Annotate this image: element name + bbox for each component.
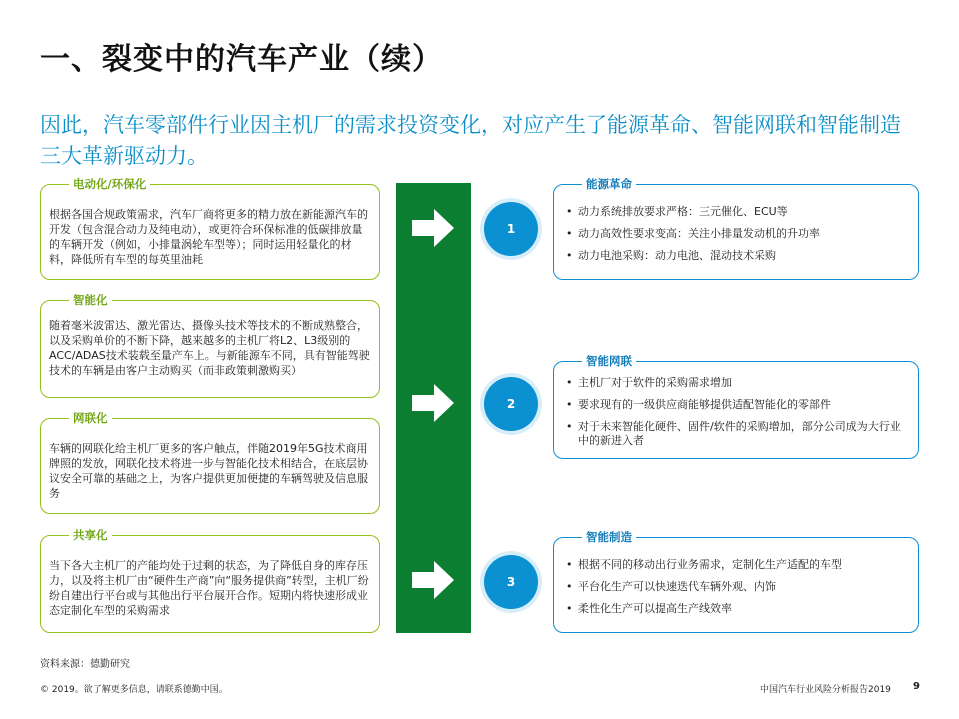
list-item: • 主机厂对于软件的采购需求增加	[564, 376, 908, 390]
page-title: 一、裂变中的汽车产业（续）	[40, 42, 443, 77]
source-note: 资料来源：德勤研究	[40, 659, 130, 670]
right-arrow-icon	[410, 381, 456, 425]
list-item: • 动力电池采购：动力电池、混动技术采购	[564, 249, 908, 263]
list-item: • 动力高效性要求变高：关注小排量发动机的升功率	[564, 227, 908, 241]
right-arrow-icon	[410, 206, 456, 250]
right-box-header: 智能网联	[582, 353, 636, 369]
left-box-body: 根据各国合规政策需求，汽车厂商将更多的精力放在新能源汽车的开发（包含混合动力及纯电动），或更符合环保标准的低碳排放量的车辆开发（例如，小排量涡轮车型等）；同时运用轻量化的材料，降低所有车型的每英里油耗	[49, 208, 368, 266]
left-box-header: 共享化	[69, 527, 112, 543]
right-arrow-icon	[410, 558, 456, 602]
right-box-header: 智能制造	[582, 529, 636, 545]
left-box-sharing	[40, 528, 380, 633]
step-circle-2: 2	[484, 377, 538, 431]
right-box-intelligent-connectivity	[553, 354, 919, 459]
list-item: • 平台化生产可以快速迭代车辆外观、内饰	[564, 580, 908, 594]
left-box-header: 电动化/环保化	[69, 176, 150, 192]
left-box-body: 车辆的网联化给主机厂更多的客户触点，伴随2019年5G技术商用牌照的发放，网联化技术将进一步与智能化技术相结合，在底层协议安全可靠的基础之上，为客户提供更加便捷的车辆驾驶及信息服务	[49, 442, 368, 500]
right-box-energy-revolution	[553, 177, 919, 280]
page-number: 9	[913, 681, 920, 692]
right-box-header: 能源革命	[582, 176, 636, 192]
step-circle-3: 3	[484, 555, 538, 609]
left-box-body: 随着毫米波雷达、激光雷达、摄像头技术等技术的不断成熟整合，以及采购单价的不断下降，越来越多的主机厂将L2、L3级别的ACC/ADAS技术装载至量产车上。与新能源车不同，具有智能驾驶技术的车辆是由客户主动购买（而非政策刺激购买）	[49, 319, 370, 377]
left-box-header: 网联化	[69, 410, 112, 426]
list-item: • 根据不同的移动出行业务需求，定制化生产适配的车型	[564, 558, 908, 572]
list-item: • 动力系统排放要求严格：三元催化、ECU等	[564, 205, 908, 219]
list-item: • 柔性化生产可以提高生产线效率	[564, 602, 908, 616]
left-box-body: 当下各大主机厂的产能均处于过剩的状态，为了降低自身的库存压力，以及将主机厂由“硬件生产商”向“服务提供商”转型，主机厂纷纷自建出行平台或与其他出行平台展开合作。短期内将快速形成业态定制化车型的采购需求	[49, 559, 369, 617]
left-box-intelligence	[40, 293, 380, 398]
step-circle-1: 1	[484, 202, 538, 256]
left-box-header: 智能化	[69, 292, 112, 308]
copyright-text: © 2019。欲了解更多信息，请联系德勤中国。	[40, 685, 228, 695]
left-box-connectivity	[40, 411, 380, 514]
report-name: 中国汽车行业风险分析报告2019	[760, 685, 891, 695]
left-box-electrification	[40, 177, 380, 280]
list-item: • 要求现有的一级供应商能够提供适配智能化的零部件	[564, 398, 908, 412]
page-subtitle: 因此，汽车零部件行业因主机厂的需求投资变化，对应产生了能源革命、智能网联和智能制造三大革新驱动力。	[40, 113, 901, 168]
list-item: • 对于未来智能化硬件、固件/软件的采购增加，部分公司成为大行业中的新进入者	[564, 420, 908, 448]
right-box-smart-manufacturing	[553, 530, 919, 633]
